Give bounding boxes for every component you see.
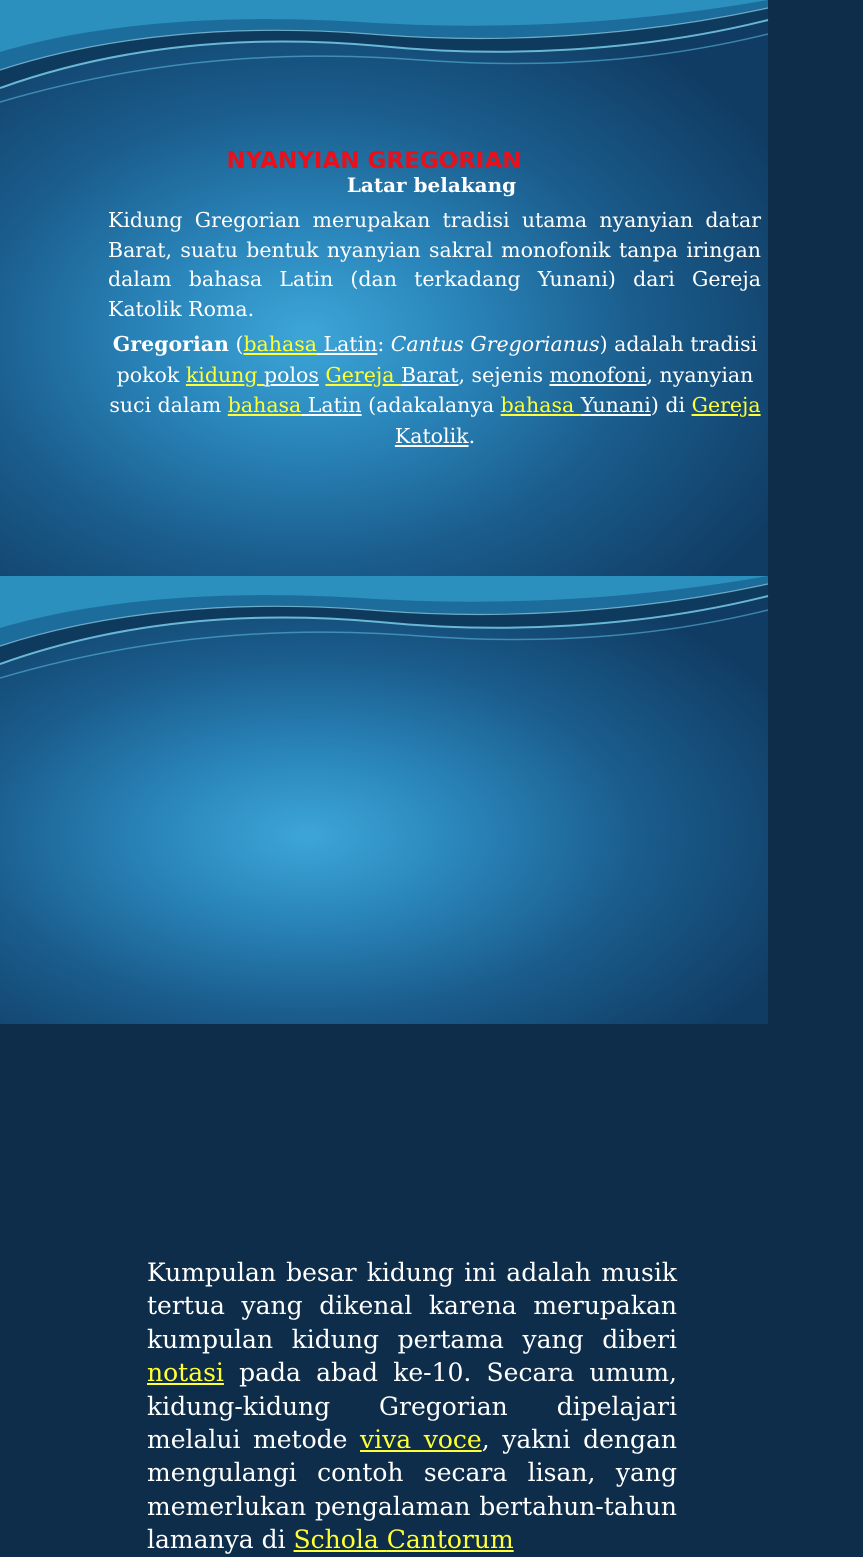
link-latin[interactable]: Latin — [301, 393, 362, 417]
text-span: . — [468, 423, 476, 448]
link-latin[interactable]: Latin — [316, 332, 378, 356]
link-kidung[interactable]: kidung — [185, 362, 264, 387]
text-span: , sejenis — [458, 362, 550, 387]
text-span: pada abad ke-10. Secara umum, kidung-kidung Gregorian dipelajari melalui metode — [147, 1358, 677, 1455]
intro-paragraph: Kidung Gregorian merupakan tradisi utama nyanyian datar Barat, suatu bentuk nyanyian sakral monofonik tanpa iringan dalam bahasa Latin (dan terkadang Yunani) dari Gereja Katolik Roma. — [108, 208, 761, 321]
text-span: ) di — [650, 393, 692, 417]
link-barat[interactable]: Barat — [400, 362, 459, 387]
slide-subtitle: Latar belakang — [346, 173, 517, 197]
text-span: , nyanyian suci dalam — [109, 362, 754, 417]
link-polos[interactable]: polos — [264, 362, 319, 387]
link-bahasa[interactable]: bahasa — [243, 332, 317, 356]
link-bahasa[interactable]: bahasa — [227, 393, 302, 417]
definition-paragraph — [108, 329, 762, 451]
latin-name: Cantus Gregorianus — [390, 332, 600, 356]
link-schola[interactable]: Schola — [293, 1525, 387, 1555]
text-span: : — [377, 332, 391, 356]
slide-1 — [0, 0, 768, 576]
term-gregorian: Gregorian — [112, 332, 229, 356]
link-gereja[interactable]: Gereja — [325, 362, 401, 387]
link-monofoni[interactable]: monofoni — [549, 362, 647, 387]
text-span: (adakalanya — [361, 393, 501, 417]
history-paragraph — [147, 1256, 677, 1557]
wave-decoration — [0, 0, 768, 110]
wave-decoration — [0, 576, 768, 686]
text-span: ) adalah tradisi pokok — [116, 332, 758, 387]
link-bahasa[interactable]: bahasa — [500, 393, 581, 417]
link-cantorum[interactable]: Cantorum — [386, 1525, 514, 1555]
text-span: ( — [228, 332, 244, 356]
link-viva-voce[interactable]: viva voce — [360, 1425, 482, 1455]
slide-2 — [0, 576, 768, 1555]
link-gereja[interactable]: Gereja — [691, 393, 761, 417]
link-katolik[interactable]: Katolik — [394, 423, 469, 448]
slide-title: NYANYIAN GREGORIAN — [226, 148, 522, 174]
text-span: , yakni dengan mengulangi contoh secara lisan, yang memerlukan pengalaman bertahun-tahun lamanya di — [147, 1425, 677, 1555]
text-span: Kumpulan besar kidung ini adalah musik tertua yang dikenal karena merupakan kumpulan kidung pertama yang diberi — [147, 1258, 677, 1354]
link-yunani[interactable]: Yunani — [580, 393, 651, 417]
link-notasi[interactable]: notasi — [147, 1358, 224, 1388]
